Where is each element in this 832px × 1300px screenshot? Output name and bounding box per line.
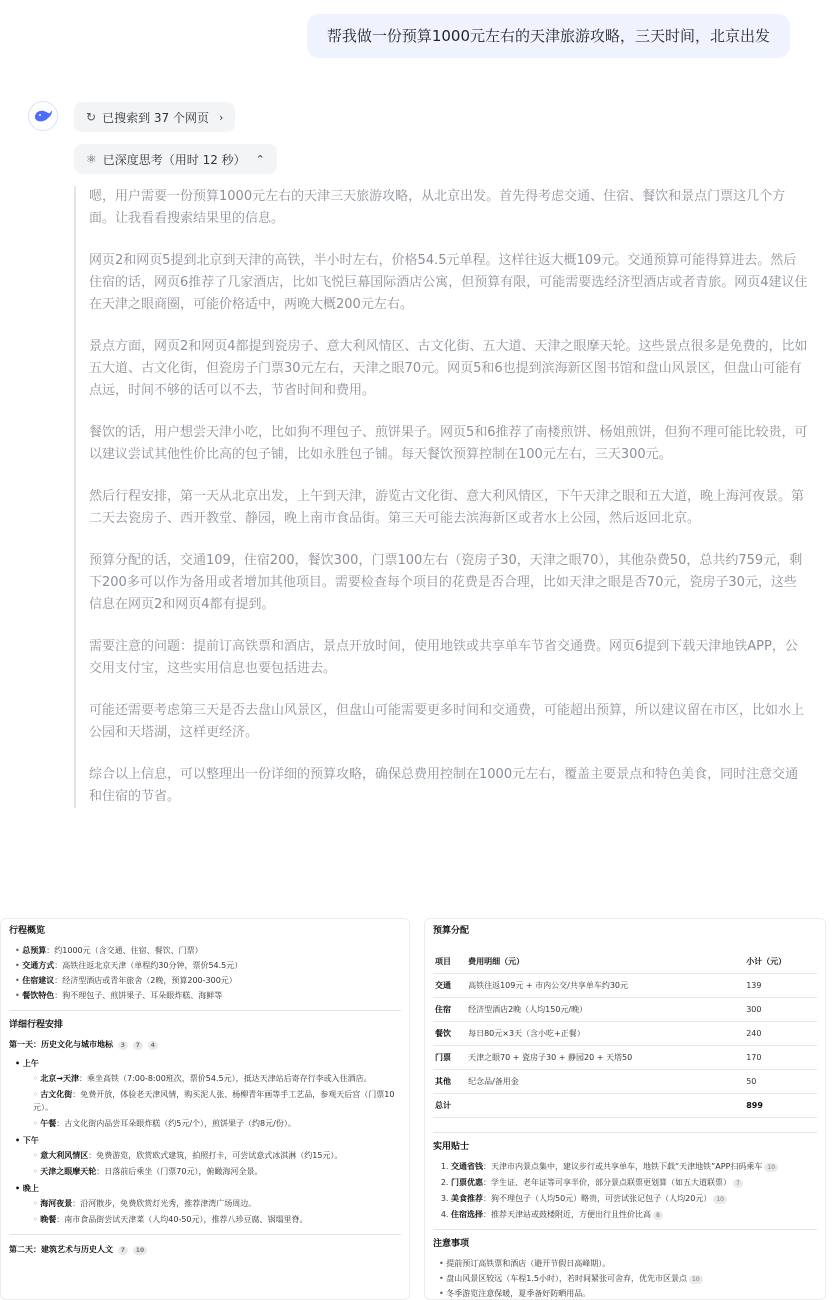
divider bbox=[433, 1132, 817, 1133]
morning-item: ◦ 古文化街：免费开放，体验老天津风情，购买泥人张、杨柳青年画等手工艺品，参观天后宫（门票10元）。 bbox=[9, 1088, 401, 1114]
slot-evening: • 晚上 bbox=[15, 1182, 401, 1195]
divider bbox=[9, 1234, 401, 1235]
evening-item: ◦ 海河夜景：沿河散步，免费欣赏灯光秀，推荐津湾广场周边。 bbox=[9, 1197, 401, 1210]
budget-panel bbox=[424, 918, 826, 1300]
thinking-paragraph: 景点方面，网页2和网页4都提到瓷房子、意大利风情区、古文化街、五大道、天津之眼摩天轮。这些景点很多是免费的，比如五大道、古文化街，但瓷房子门票30元左右，天津之眼70元。网页5和6也提到滨海新区图书馆和盘山风景区，但盘山可能有点远，时间不够的话可以不去，节省时间和费用。 bbox=[89, 339, 808, 398]
overview-item: • 餐饮特色：狗不理包子、煎饼果子、耳朵眼炸糕、海鲜等 bbox=[15, 989, 401, 1002]
thinking-paragraph: 网页2和网页5提到北京到天津的高铁，半小时左右，价格54.5元单程。这样往返大概109元。交通预算可能得算进去。然后住宿的话，网页6推荐了几家酒店，比如飞悦巨幕国际酒店公寓，但预算有限，可能需要选经济型酒店或者青旅。网页4建议住在天津之眼商圈，可能价格适中，两晚大概200元左右。 bbox=[89, 253, 808, 312]
thinking-block bbox=[74, 186, 809, 808]
tip-item: 2. 门票优惠：学生证、老年证等可享半价，部分景点联票更划算（如五大道联票） 7 bbox=[451, 1176, 817, 1189]
divider bbox=[433, 1229, 817, 1230]
citation-badge[interactable]: 3 bbox=[118, 1041, 128, 1050]
table-header: 费用明细（元） bbox=[466, 950, 744, 974]
table-total-row: 总计 899 bbox=[433, 1094, 817, 1118]
notes-list bbox=[433, 1257, 817, 1300]
citation-badge[interactable]: 8 bbox=[653, 1211, 663, 1220]
deep-think-label: 已深度思考（用时 12 秒） bbox=[102, 152, 246, 167]
budget-title: 预算分配 bbox=[433, 926, 470, 936]
citation-badge[interactable]: 10 bbox=[133, 1246, 147, 1255]
itinerary-panel bbox=[0, 918, 410, 1300]
divider bbox=[9, 1010, 401, 1011]
overview-item: • 住宿建议：经济型酒店或青年旅舍（2晚，预算200-300元） bbox=[15, 974, 401, 987]
budget-table bbox=[433, 950, 817, 1118]
atom-icon: ⚛ bbox=[86, 152, 97, 166]
note-item: • 盘山风景区较远（车程1.5小时），若时间紧张可舍弃，优先市区景点 10 bbox=[439, 1272, 817, 1285]
user-message-bubble bbox=[307, 14, 790, 58]
overview-item: • 交通方式：高铁往返北京天津（单程约30分钟，票价54.5元） bbox=[15, 959, 401, 972]
table-row: 餐饮 每日80元×3天（含小吃+正餐） 240 bbox=[433, 1022, 817, 1046]
tips-list bbox=[433, 1160, 817, 1221]
afternoon-item: ◦ 意大利风情区：免费游览，欣赏欧式建筑，拍照打卡，可尝试意式冰淇淋（约15元）。 bbox=[9, 1149, 401, 1162]
morning-item: ◦ 北京→天津：乘坐高铁（7:00-8:00班次，票价54.5元），抵达天津站后寄存行李或入住酒店。 bbox=[9, 1072, 401, 1085]
tip-item: 1. 交通省钱：天津市内景点集中，建议步行或共享单车，地铁下载“天津地铁”APP扫码乘车 10 bbox=[451, 1160, 817, 1173]
table-row: 门票 天津之眼70 + 瓷房子30 + 静园20 + 天塔50 170 bbox=[433, 1046, 817, 1070]
afternoon-item: ◦ 天津之眼摩天轮：日落前后乘坐（门票70元），俯瞰海河全景。 bbox=[9, 1165, 401, 1178]
search-refresh-icon: ↻ bbox=[86, 110, 97, 124]
citation-badge[interactable]: 7 bbox=[118, 1246, 128, 1255]
slot-morning: • 上午 bbox=[15, 1057, 401, 1070]
overview-title: 行程概览 bbox=[9, 926, 46, 936]
citation-badge[interactable]: 10 bbox=[764, 1163, 778, 1172]
note-item: • 冬季游览注意保暖，夏季备好防晒用品。 bbox=[439, 1287, 817, 1300]
citation-badge[interactable]: 7 bbox=[733, 1179, 743, 1188]
thinking-paragraph: 然后行程安排，第一天从北京出发，上午到天津，游览古文化街、意大利风情区，下午天津之眼和五大道，晚上海河夜景。第二天去瓷房子、西开教堂、静园，晚上南市食品街。第三天可能去滨海新区或者水上公园，然后返回北京。 bbox=[89, 489, 805, 526]
thinking-paragraph: 需要注意的问题：提前订高铁票和酒店，景点开放时间，使用地铁或共享单车节省交通费。网页6提到下载天津地铁APP，公交用支付宝，这些实用信息也要包括进去。 bbox=[89, 639, 798, 676]
tip-item: 4. 住宿选择：推荐天津站或鼓楼附近，方便出行且性价比高 8 bbox=[451, 1208, 817, 1221]
table-header-row bbox=[433, 950, 817, 974]
overview-item: • 总预算：约1000元（含交通、住宿、餐饮、门票） bbox=[15, 944, 401, 957]
chevron-up-icon: ⌃ bbox=[255, 152, 265, 166]
whale-logo-icon bbox=[33, 108, 53, 124]
tip-item: 3. 美食推荐：狗不理包子（人均50元）略贵，可尝试张记包子（人均20元） 10 bbox=[451, 1192, 817, 1205]
day2-title: 第二天：建筑艺术与历史人文 7 10 bbox=[9, 1243, 401, 1256]
citation-badge[interactable]: 4 bbox=[148, 1041, 158, 1050]
thinking-paragraph: 餐饮的话，用户想尝天津小吃，比如狗不理包子、煎饼果子。网页5和6推荐了南楼煎饼、杨姐煎饼，但狗不理可能比较贵，可以建议尝试其他性价比高的包子铺，比如永胜包子铺。每天餐饮预算控制在100元左右，三天300元。 bbox=[89, 425, 808, 462]
search-results-label: 已搜索到 37 个网页 bbox=[102, 110, 209, 125]
note-item: • 提前预订高铁票和酒店（避开节假日高峰期）。 bbox=[439, 1257, 817, 1270]
detail-title: 详细行程安排 bbox=[9, 1020, 64, 1030]
slot-afternoon: • 下午 bbox=[15, 1134, 401, 1147]
day1-title: 第一天：历史文化与城市地标 3 7 4 bbox=[9, 1038, 401, 1051]
table-header: 小计（元） bbox=[744, 950, 817, 974]
user-message-text: 帮我做一份预算1000元左右的天津旅游攻略，三天时间，北京出发 bbox=[326, 27, 770, 45]
table-row: 住宿 经济型酒店2晚（人均150元/晚） 300 bbox=[433, 998, 817, 1022]
thinking-paragraph: 嗯，用户需要一份预算1000元左右的天津三天旅游攻略，从北京出发。首先得考虑交通、住宿、餐饮和景点门票这几个方面。让我看看搜索结果里的信息。 bbox=[89, 189, 786, 226]
tips-title: 实用贴士 bbox=[433, 1142, 470, 1152]
thinking-paragraph: 可能还需要考虑第三天是否去盘山风景区，但盘山可能需要更多时间和交通费，可能超出预算，所以建议留在市区，比如水上公园和天塔湖，这样更经济。 bbox=[89, 703, 805, 740]
citation-badge[interactable]: 10 bbox=[689, 1275, 703, 1284]
assistant-avatar bbox=[28, 101, 58, 131]
overview-list bbox=[9, 944, 401, 1002]
evening-item: ◦ 晚餐：南市食品街尝试天津菜（人均40-50元），推荐八珍豆腐、锅塌里脊。 bbox=[9, 1213, 401, 1226]
citation-badge[interactable]: 10 bbox=[713, 1195, 727, 1204]
notes-title: 注意事项 bbox=[433, 1239, 470, 1249]
morning-item: ◦ 午餐：古文化街内品尝耳朵眼炸糕（约5元/个），煎饼果子（约8元/份）。 bbox=[9, 1117, 401, 1130]
citation-badge[interactable]: 7 bbox=[133, 1041, 143, 1050]
thinking-paragraph: 综合以上信息，可以整理出一份详细的预算攻略，确保总费用控制在1000元左右，覆盖主要景点和特色美食，同时注意交通和住宿的节省。 bbox=[89, 767, 799, 804]
search-results-chip[interactable] bbox=[74, 102, 235, 132]
table-row: 交通 高铁往返109元 + 市内公交/共享单车约30元 139 bbox=[433, 974, 817, 998]
table-row: 其他 纪念品/备用金 50 bbox=[433, 1070, 817, 1094]
chevron-right-icon: › bbox=[218, 110, 224, 124]
deep-think-chip[interactable] bbox=[74, 144, 277, 174]
table-header: 项目 bbox=[433, 950, 466, 974]
thinking-paragraph: 预算分配的话，交通109，住宿200，餐饮300，门票100左右（瓷房子30，天津之眼70），其他杂费50，总共约759元，剩下200多可以作为备用或者增加其他项目。需要检查每个项目的花费是否合理，比如天津之眼是否70元，瓷房子30元，这些信息在网页2和网页4都有提到。 bbox=[89, 553, 803, 612]
